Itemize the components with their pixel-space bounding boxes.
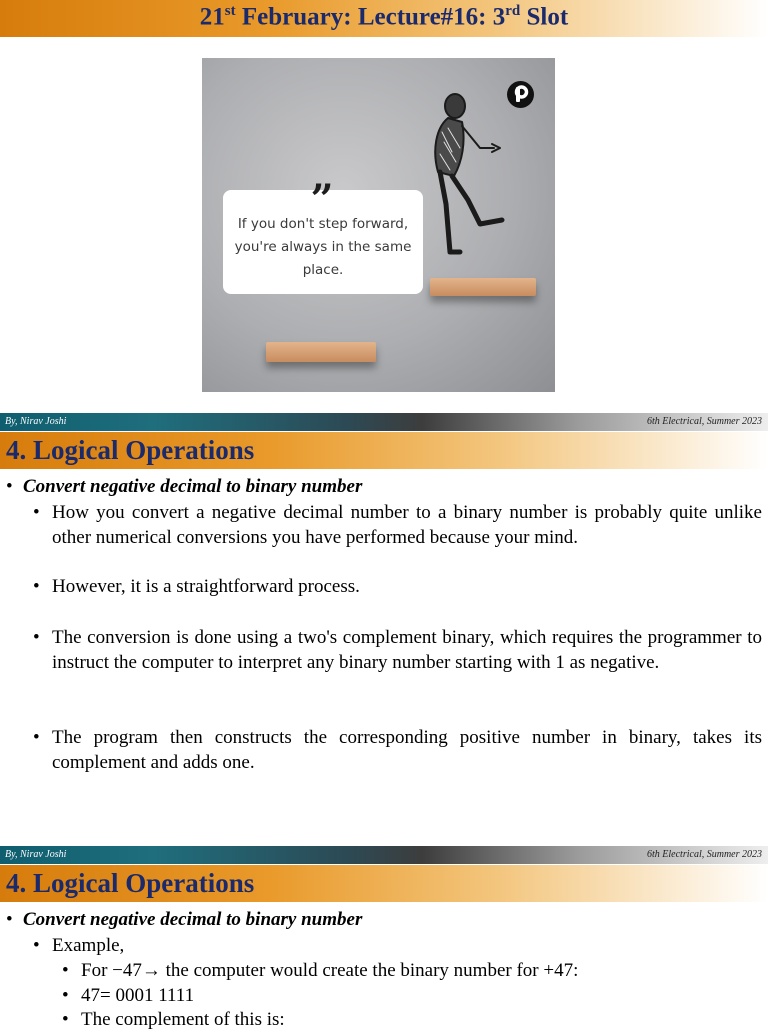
quote-image	[202, 58, 555, 392]
section-title-band	[0, 865, 768, 902]
sub-bullet-item: • The complement of this is:	[62, 1009, 285, 1030]
footer-author: By, Nirav Joshi	[5, 416, 67, 427]
wooden-step-lower	[266, 342, 376, 362]
section-title-band	[0, 432, 768, 469]
bullet-item: • The conversion is done using a two's complement binary, which requires the programmer to instruct the computer to interpret any binary number starting with 1 as negative.	[33, 627, 762, 673]
bullet-item: • The program then constructs the corresponding positive number in binary, takes its complement and adds one.	[33, 727, 762, 773]
slide-footer	[0, 413, 768, 431]
footer-course: 6th Electrical, Summer 2023	[647, 416, 762, 427]
footer-author: By, Nirav Joshi	[5, 849, 67, 860]
sub-bullet-item: • For −47→ the computer would create the binary number for +47:	[62, 960, 579, 981]
wooden-step-upper	[430, 278, 536, 296]
section-title: 4. Logical Operations	[6, 435, 255, 465]
sub-bullet-item: • 47= 0001 1111	[62, 985, 195, 1006]
bullet-item: • However, it is a straightforward process.	[33, 576, 360, 597]
main-bullet: • Convert negative decimal to binary number	[6, 909, 363, 930]
slide-footer	[0, 846, 768, 864]
bullet-item: • How you convert a negative decimal number to a binary number is probably quite unlike other numerical conversions you have performed because your mind.	[33, 502, 762, 548]
section-title: 4. Logical Operations	[6, 868, 255, 898]
lecture-title: 21st February: Lecture#16: 3rd Slot	[199, 3, 569, 31]
bullet-item: • Example,	[33, 935, 125, 956]
footer-course: 6th Electrical, Summer 2023	[647, 849, 762, 860]
quote-mark-icon: ”	[310, 176, 334, 223]
lecture-title-band	[0, 0, 768, 37]
quote-text: If you don't step forward, you're always in the same place.	[234, 216, 412, 278]
main-bullet: • Convert negative decimal to binary number	[6, 476, 363, 497]
